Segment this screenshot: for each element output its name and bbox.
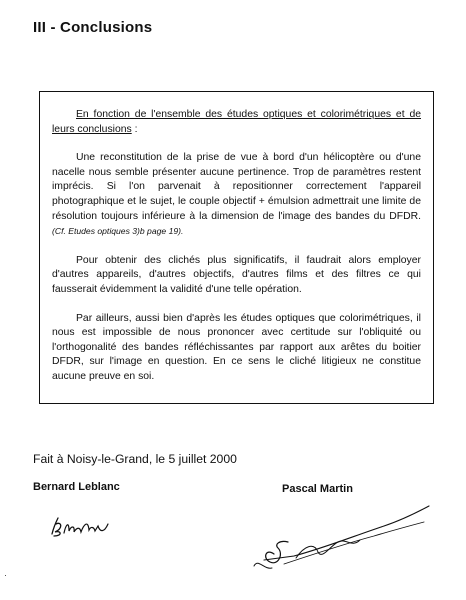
- paragraph-significant-shots: Pour obtenir des clichés plus significatifs, il faudrait alors employer d'autres appareils, d'autres objectifs, d'autres films et des filtres ce qui fausserait évidemment la validité d'une telle opération.: [52, 254, 421, 295]
- scan-speck: ·: [4, 570, 7, 580]
- intro-suffix: :: [131, 123, 138, 135]
- signature-right-icon: [234, 496, 434, 576]
- conclusions-box: [39, 91, 434, 404]
- paragraph-colorimetric: Par ailleurs, aussi bien d'après les études optiques que colorimétriques, il nous est impossible de nous prononcer avec certitude sur l'obliquité ou l'orthogonalité des bandes réfléchissantes par rapport aux arêtes du boitier DFDR, sur l'image en question. En ce sens le cliché litigieux ne constitue aucune preuve en soi.: [52, 312, 421, 382]
- intro-underlined-text: En fonction de l'ensemble des études optiques et colorimétriques et de leurs conclusions: [52, 109, 421, 135]
- section-title: III - Conclusions: [33, 19, 153, 36]
- intro-paragraph: [52, 108, 421, 137]
- place-date: Fait à Noisy-le-Grand, le 5 juillet 2000: [33, 452, 237, 466]
- signature-left-icon: [48, 512, 118, 542]
- paragraph-reconstitution: [52, 151, 421, 240]
- paragraph-reconstitution-text: Une reconstitution de la prise de vue à bord d'un hélicoptère ou d'une nacelle nous semble présenter aucune pertinence. Trop de paramètres restent imprécis. Si l'on parvenait à repositionner correctement l'appareil photographique et le sujet, le couple objectif + émulsion admettrait une limite de résolution toujours inférieure à la dimension de l'image des bandes du DFDR.: [52, 152, 421, 222]
- reference-note: (Cf. Etudes optiques 3)b page 19).: [52, 226, 184, 237]
- signatory-name-right: Pascal Martin: [282, 483, 353, 495]
- signatory-name-left: Bernard Leblanc: [33, 481, 120, 493]
